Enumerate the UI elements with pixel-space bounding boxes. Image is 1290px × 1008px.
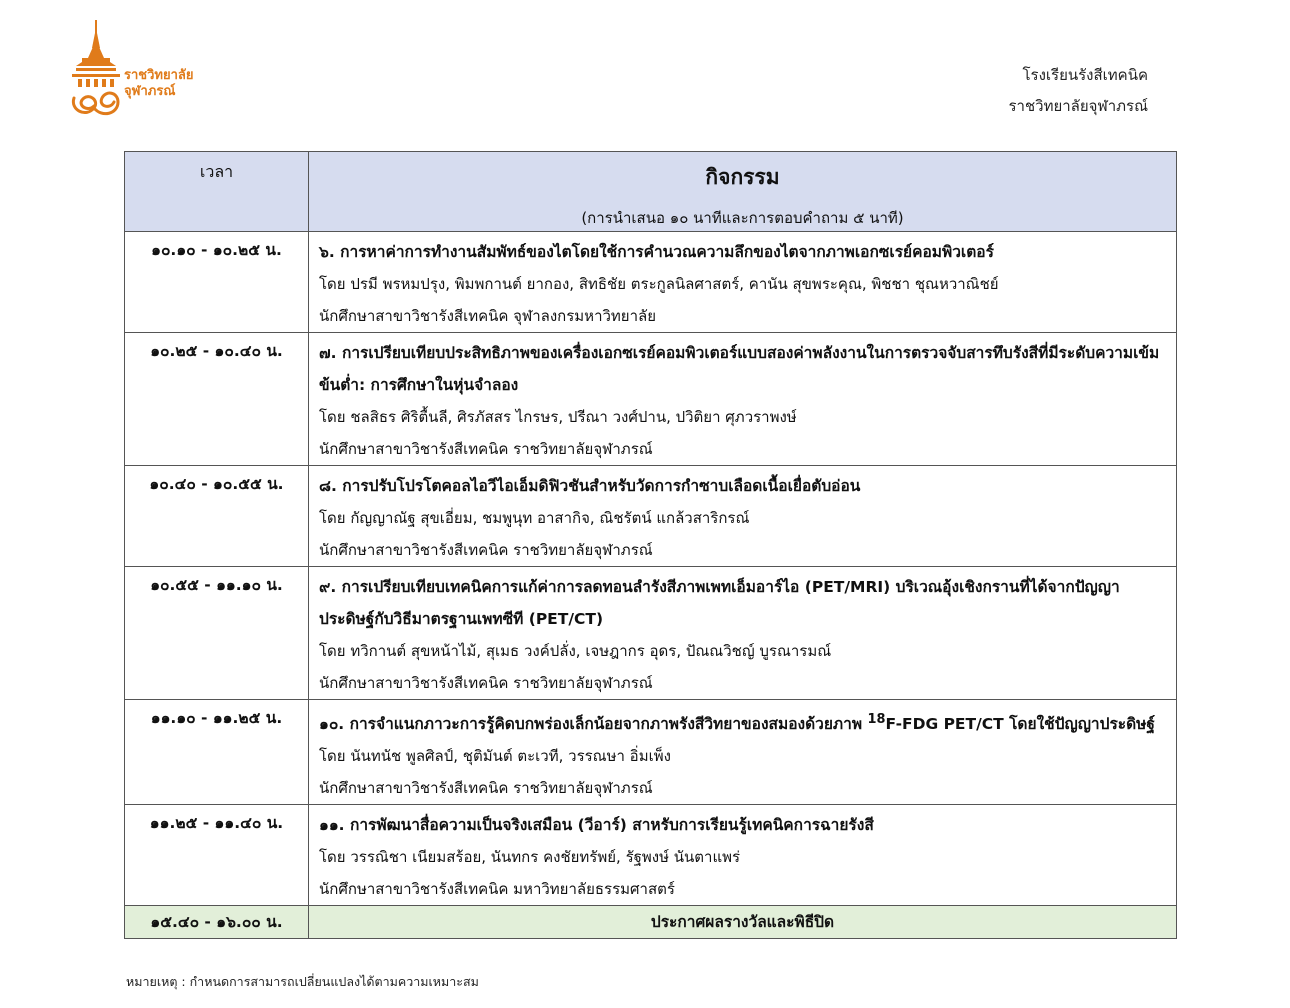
presentation-affiliation: นักศึกษาสาขาวิชารังสีเทคนิค ราชวิทยาลัยจุฬาภรณ์ (319, 440, 653, 458)
presentation-authors: โดย กัญญาณัฐ สุขเอี่ยม, ชมพูนุท อาสากิจ, ณิชรัตน์ แกล้วสาริกรณ์ (319, 509, 750, 527)
header-activity-title: กิจกรรม (705, 165, 780, 189)
presentation-affiliation: นักศึกษาสาขาวิชารังสีเทคนิค ราชวิทยาลัยจุฬาภรณ์ (319, 779, 653, 798)
document-header (1009, 60, 1149, 122)
presentation-affiliation: นักศึกษาสาขาวิชารังสีเทคนิค ราชวิทยาลัยจุฬาภรณ์ (319, 541, 653, 559)
presentation-title: ๑๑. การพัฒนาสื่อความเป็นจริงเสมือน (วีอาร์) สาหรับการเรียนรู้เทคนิคการฉายรังสี (319, 816, 874, 835)
table-row (125, 700, 1177, 805)
row-time: ๑๐.๕๕ - ๑๑.๑๐ น. (125, 567, 309, 700)
school-name: โรงเรียนรังสีเทคนิค (1022, 66, 1148, 84)
presentation-affiliation: นักศึกษาสาขาวิชารังสีเทคนิค ราชวิทยาลัยจุฬาภรณ์ (319, 674, 653, 692)
closing-time: ๑๕.๔๐ - ๑๖.๐๐ น. (125, 906, 309, 939)
presentation-title: ๖. การหาค่าการทำงานสัมพัทธ์ของไตโดยใช้การคำนวณความลึกของไตจากภาพเอกซเรย์คอมพิวเตอร์ (319, 243, 994, 261)
presentation-title-post: F-FDG PET/CT โดยใช้ปัญญาประดิษฐ์ (885, 715, 1155, 734)
college-name: ราชวิทยาลัยจุฬาภรณ์ (1008, 97, 1148, 115)
presentation-title-pre: ๑๐. การจำแนกภาวะการรู้คิดบกพร่องเล็กน้อยจากภาพรังสีวิทยาของสมองด้วยภาพ (319, 715, 868, 734)
schedule-table (124, 151, 1177, 939)
table-row (125, 567, 1177, 700)
header-activity (309, 152, 1177, 232)
presentation-authors: โดย ทวิกานต์ สุขหน้าไม้, สุเมธ วงค์ปลั่ง, เจษฎากร อุดร, ปัณณวิชญ์ บูรณารมณ์ (319, 642, 832, 660)
row-time: ๑๑.๒๕ - ๑๑.๔๐ น. (125, 805, 309, 906)
header-activity-subtitle: (การนำเสนอ ๑๐ นาทีและการตอบคำถาม ๕ นาที) (581, 209, 904, 227)
presentation-affiliation: นักศึกษาสาขาวิชารังสีเทคนิค มหาวิทยาลัยธรรมศาสตร์ (319, 880, 675, 899)
row-activity (309, 700, 1177, 805)
row-activity (309, 333, 1177, 466)
closing-row (125, 906, 1177, 939)
table-row (125, 333, 1177, 466)
row-activity (309, 232, 1177, 333)
closing-activity: ประกาศผลรางวัลและพิธีปิด (309, 906, 1177, 939)
table-row (125, 466, 1177, 567)
row-time: ๑๐.๔๐ - ๑๐.๕๕ น. (125, 466, 309, 567)
presentation-authors: โดย ปรมี พรหมปรุง, พิมพกานต์ ยากอง, สิทธิชัย ตระกูลนิลศาสตร์, คานัน สุขพระคุณ, พิชชา ชุณหวาณิชย์ (319, 275, 999, 293)
isotope-superscript: 18 (867, 712, 886, 727)
table-row (125, 805, 1177, 906)
presentation-authors: โดย ชลสิธร ศิริตื้นลี, ศิรภัสสร ไกรษร, ปรีณา วงศ์ปาน, ปวิติยา ศุภวราพงษ์ (319, 408, 797, 426)
table-header-row (125, 152, 1177, 232)
row-time: ๑๐.๒๕ - ๑๐.๔๐ น. (125, 333, 309, 466)
logo-text-line1: ราชวิทยาลัย (124, 68, 194, 83)
row-activity (309, 466, 1177, 567)
row-time: ๑๐.๑๐ - ๑๐.๒๕ น. (125, 232, 309, 333)
presentation-authors: โดย วรรณิชา เนียมสร้อย, นันทกร คงชัยทรัพย์, รัฐพงษ์ นันตาแพร่ (319, 848, 741, 867)
logo-text-line2: จุฬาภรณ์ (124, 84, 176, 99)
presentation-authors: โดย นันทนัช พูลศิลป์, ชุติมันต์ ตะเวที, วรรณษา อิ่มเพ็ง (319, 747, 671, 766)
presentation-title: ๘. การปรับโปรโตคอลไอวีไอเอ็มดิฟิวชันสำหรับวัดการกำซาบเลือดเนื้อเยื่อตับอ่อน (319, 477, 861, 495)
footnote: หมายเหตุ : กำหนดการสามารถเปลี่ยนแปลงได้ตามความเหมาะสม (126, 974, 479, 989)
row-time: ๑๑.๑๐ - ๑๑.๒๕ น. (125, 700, 309, 805)
presentation-title: ๗. การเปรียบเทียบประสิทธิภาพของเครื่องเอกซเรย์คอมพิวเตอร์แบบสองค่าพลังงานในการตรวจจับสารทึบรังสีที่มีระดับความเข้มข้นต่ำ: การศึกษาในหุ่นจำลอง (319, 344, 1160, 394)
row-activity (309, 805, 1177, 906)
presentation-title (319, 704, 1170, 740)
table-row (125, 232, 1177, 333)
presentation-title: ๙. การเปรียบเทียบเทคนิคการแก้ค่าการลดทอนลำรังสีภาพเพทเอ็มอาร์ไอ (PET/MRI) บริเวณอุ้งเชิงกรานที่ได้จากปัญญาประดิษฐ์กับวิธีมาตรฐานเพทซีที (PET/CT) (319, 578, 1120, 628)
row-activity (309, 567, 1177, 700)
presentation-affiliation: นักศึกษาสาขาวิชารังสีเทคนิค จุฬาลงกรมหาวิทยาลัย (319, 307, 656, 325)
header-time: เวลา (125, 152, 309, 232)
